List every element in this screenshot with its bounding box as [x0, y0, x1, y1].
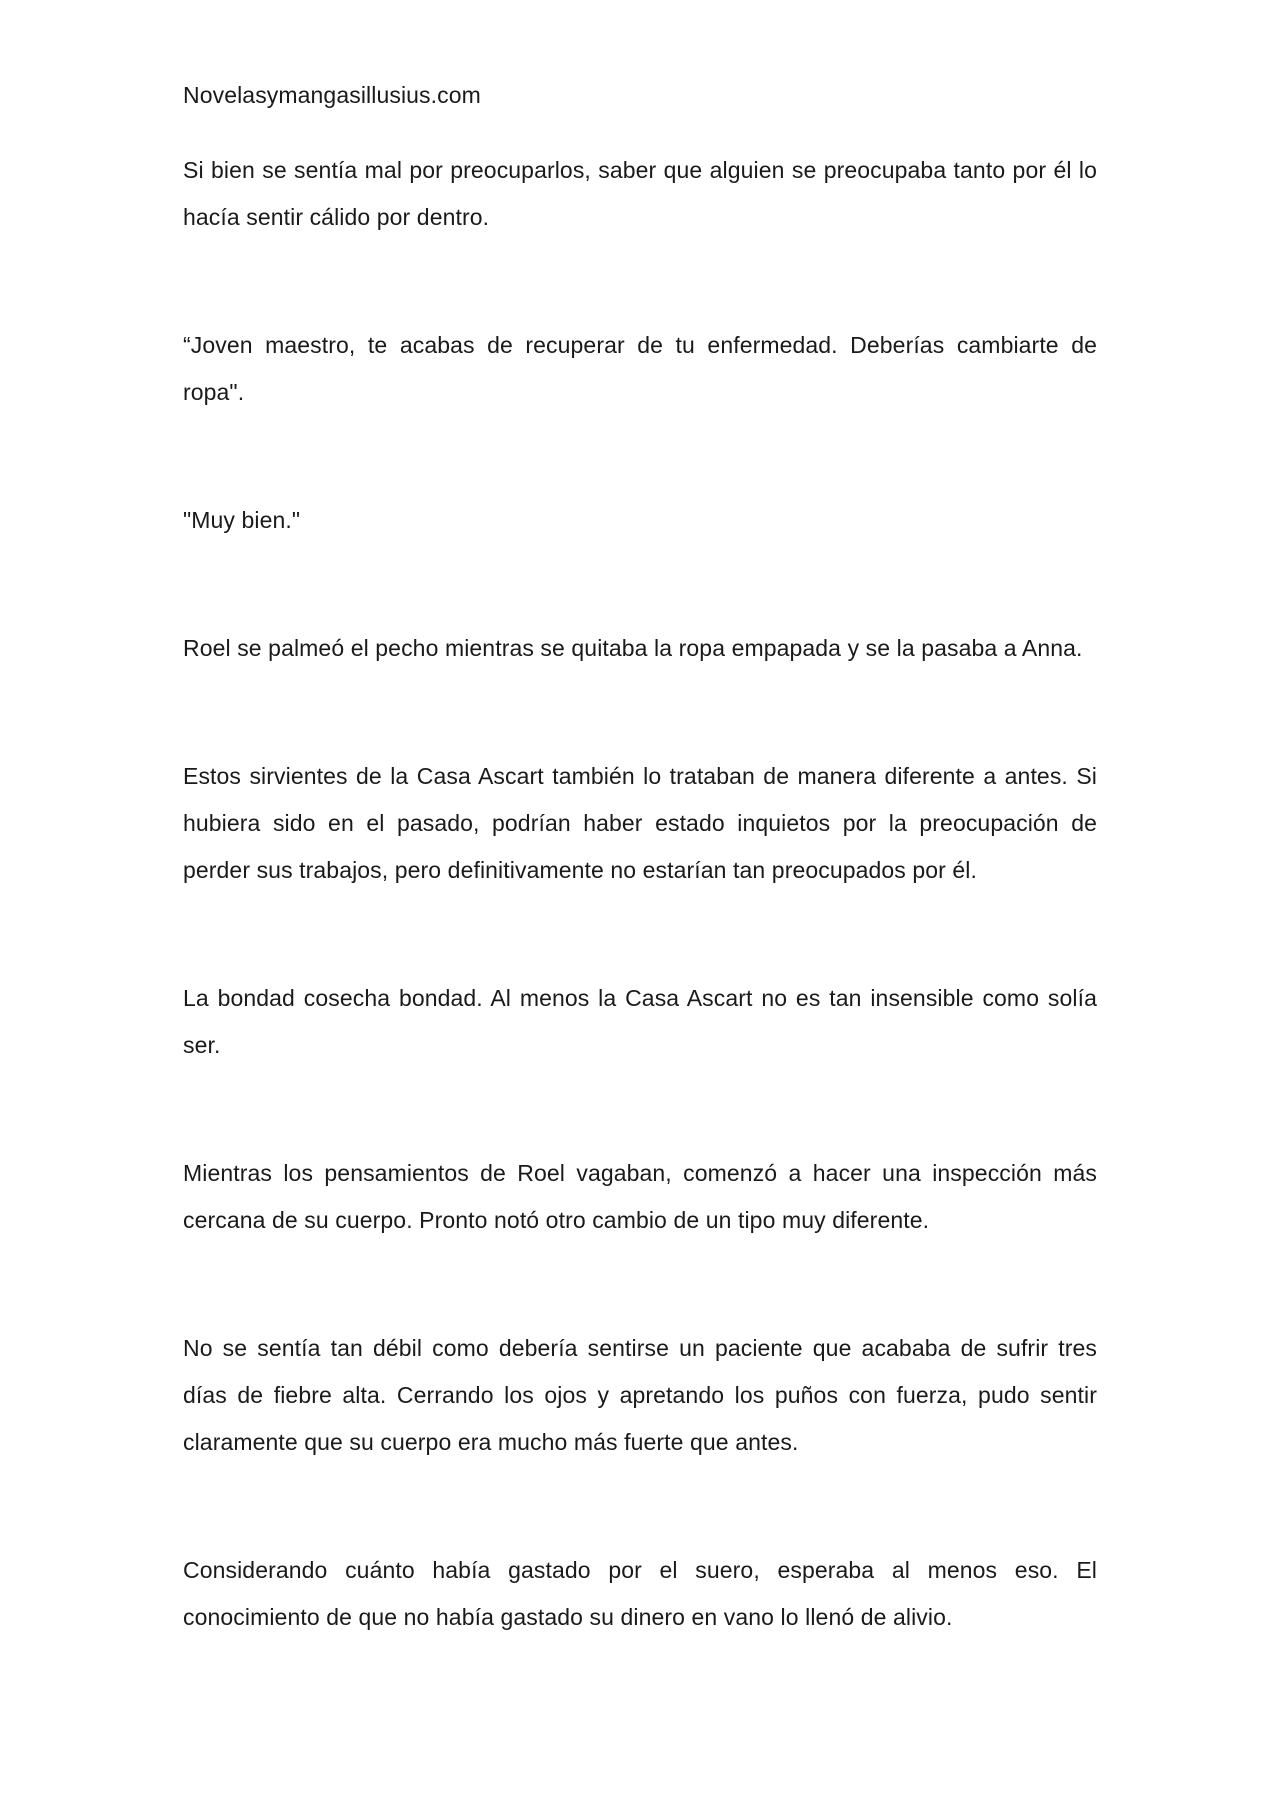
document-body	[183, 72, 1097, 1641]
paragraph: Roel se palmeó el pecho mientras se quitaba la ropa empapada y se la pasaba a Anna.	[183, 635, 1083, 661]
site-header: Novelasymangasillusius.com	[183, 82, 481, 108]
paragraph: “Joven maestro, te acabas de recuperar de tu enfermedad. Deberías cambiarte de ropa".	[183, 332, 1097, 405]
paragraph: "Muy bien."	[183, 507, 301, 533]
paragraph: La bondad cosecha bondad. Al menos la Casa Ascart no es tan insensible como solía ser.	[183, 985, 1097, 1058]
paragraph: Considerando cuánto había gastado por el suero, esperaba al menos eso. El conocimiento de que no había gastado su dinero en vano lo llenó de alivio.	[183, 1557, 1097, 1630]
paragraph: Estos sirvientes de la Casa Ascart también lo trataban de manera diferente a antes. Si hubiera sido en el pasado, podrían haber estado inquietos por la preocupación de perder sus trabajos, pero definitivamente no estarían tan preocupados por él.	[183, 763, 1097, 883]
paragraph: Si bien se sentía mal por preocuparlos, saber que alguien se preocupaba tanto por él lo hacía sentir cálido por dentro.	[183, 157, 1097, 230]
paragraph: No se sentía tan débil como debería sentirse un paciente que acababa de sufrir tres días de fiebre alta. Cerrando los ojos y apretando los puños con fuerza, pudo sentir claramente que su cuerpo era mucho más fuerte que antes.	[183, 1335, 1097, 1455]
paragraph: Mientras los pensamientos de Roel vagaban, comenzó a hacer una inspección más cercana de su cuerpo. Pronto notó otro cambio de un tipo muy diferente.	[183, 1160, 1097, 1233]
